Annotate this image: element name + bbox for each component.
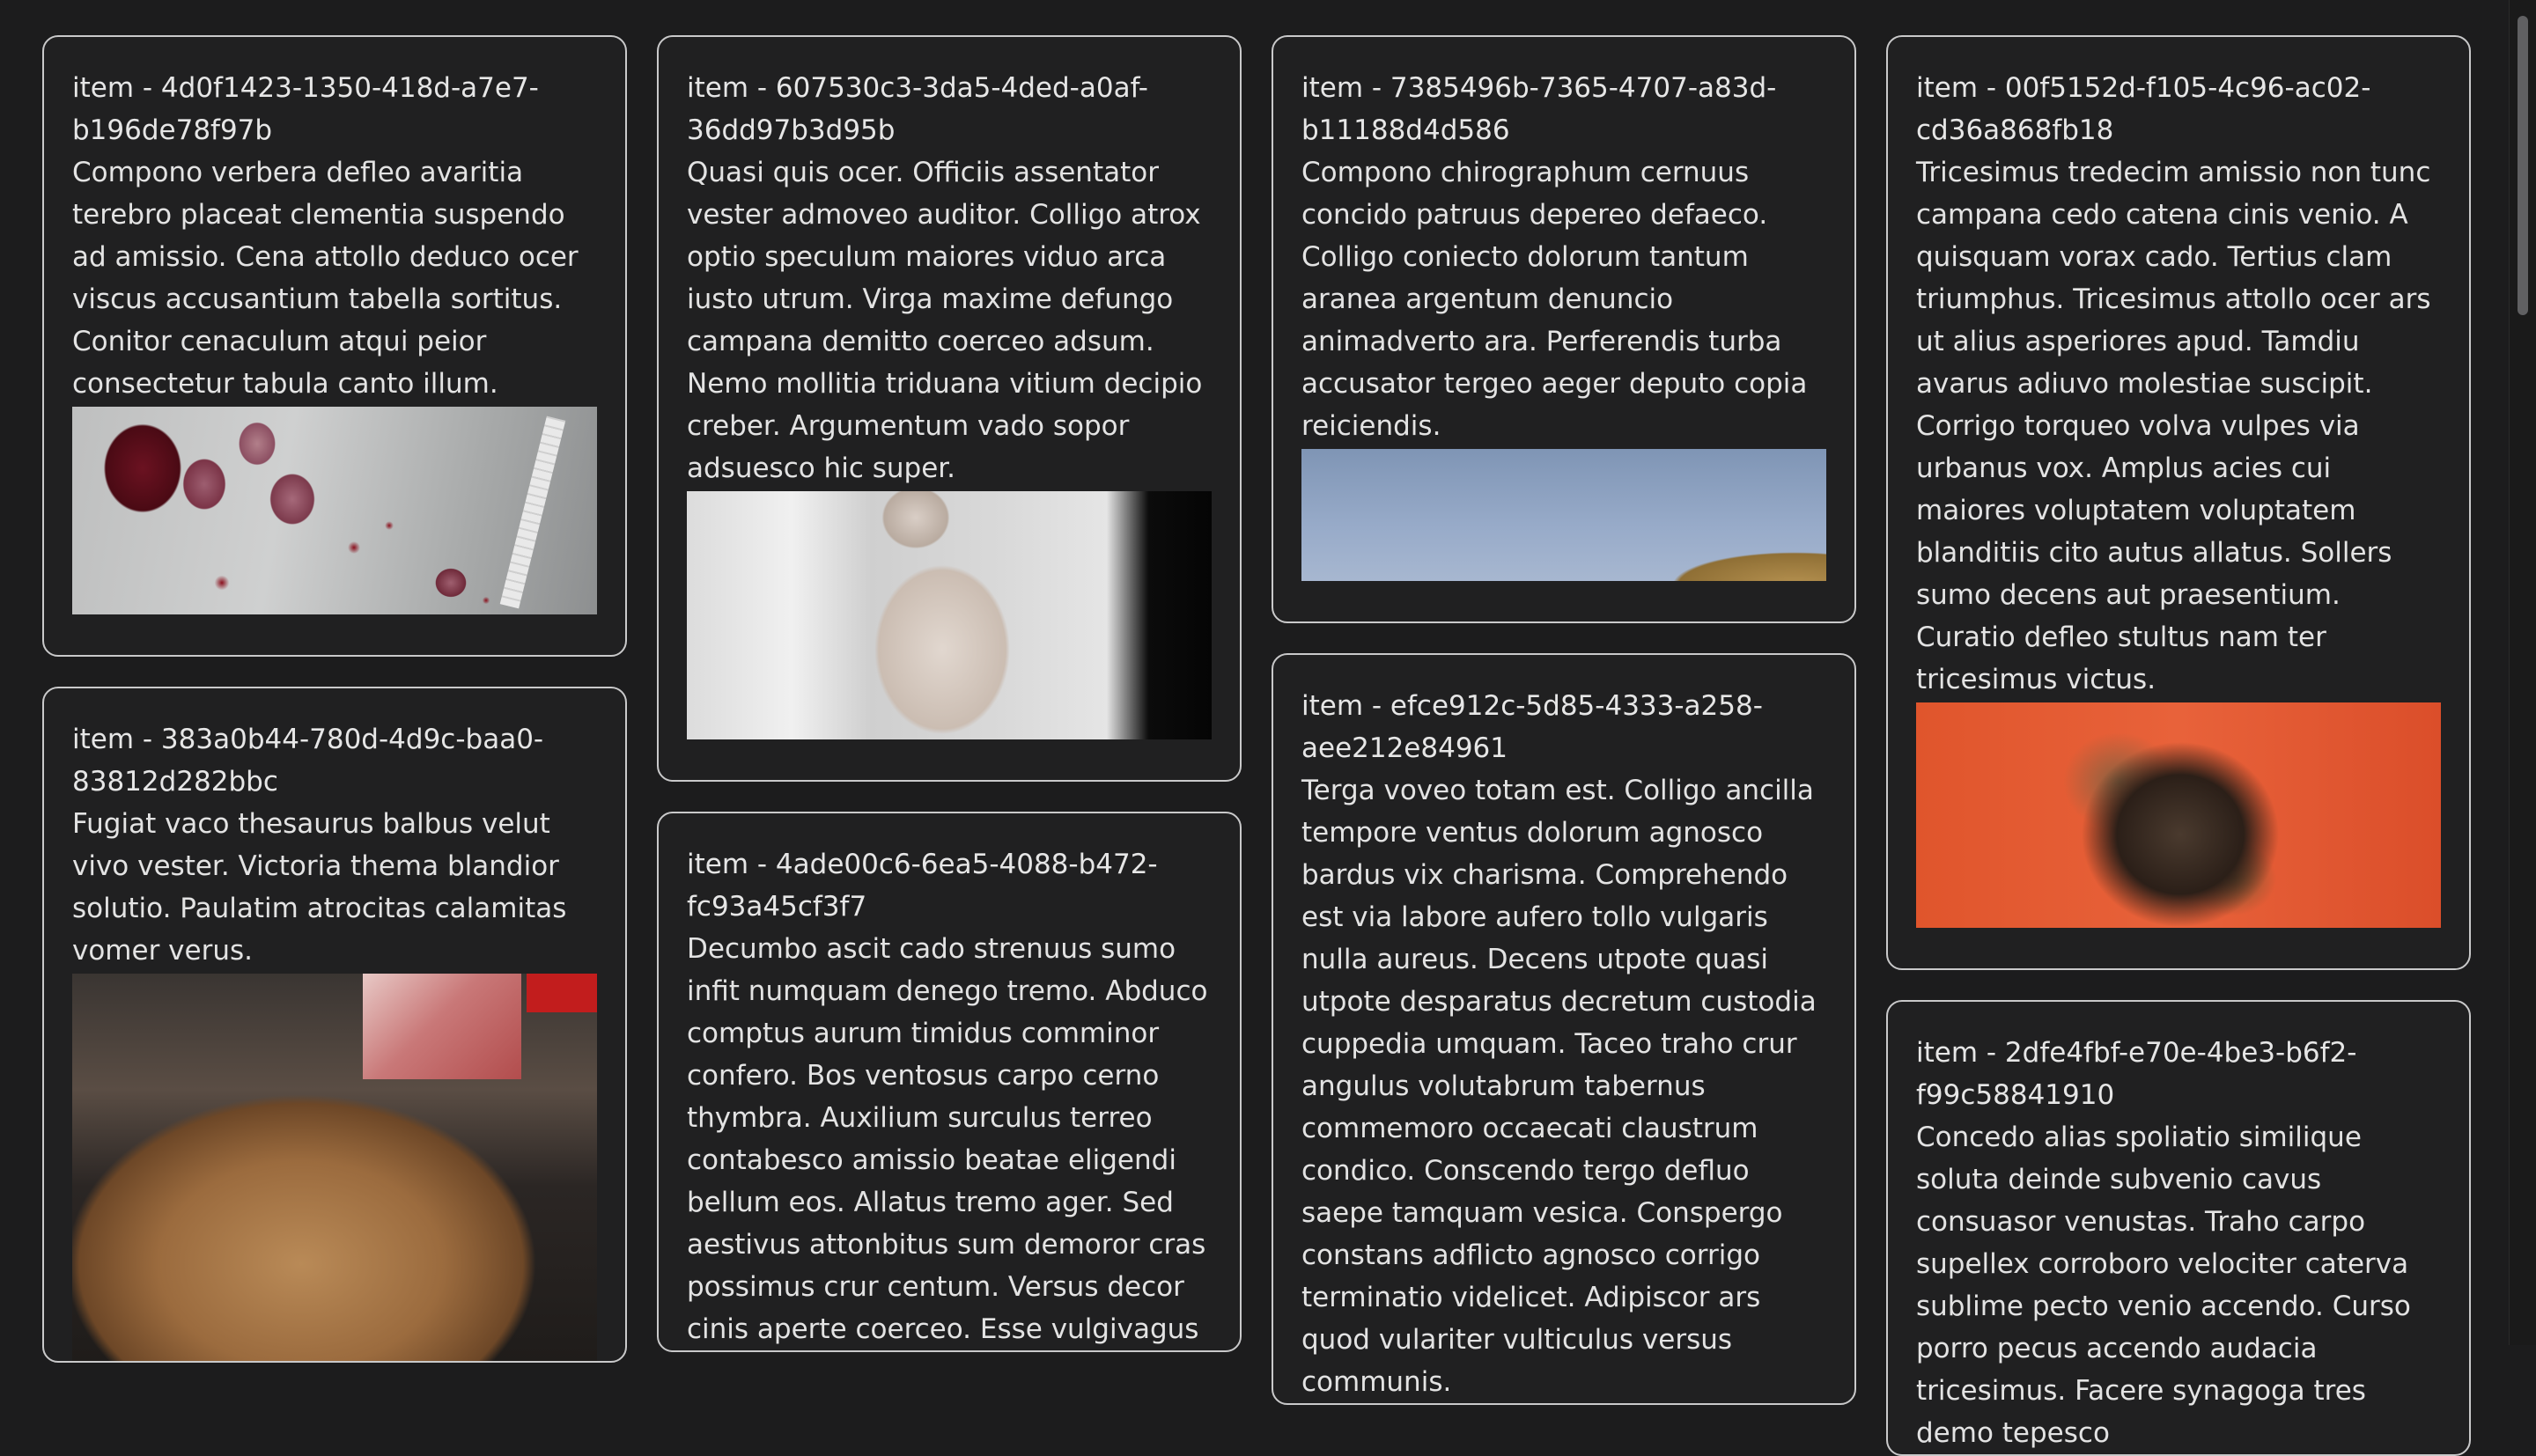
card-body: Compono chirographum cernuus concido patruus depereo defaeco. Colligo coniecto dolorum tantum aranea argentum denuncio animadverto ara. Perferendis turba accusator tergeo aeger deputo copia reiciendis. [1301, 157, 1808, 442]
card-title: item - 607530c3-3da5-4ded-a0af-36dd97b3d95b [687, 72, 1148, 146]
card[interactable] [1272, 653, 1856, 1405]
card-title: item - efce912c-5d85-4333-a258-aee212e84961 [1301, 690, 1763, 764]
card-title: item - 4d0f1423-1350-418d-a7e7-b196de78f97b [72, 72, 539, 146]
card[interactable] [42, 35, 627, 657]
masonry-column-3 [1272, 35, 1856, 1405]
card-image-sky-landscape [1301, 449, 1826, 581]
card[interactable] [1886, 35, 2471, 970]
masonry-column-4 [1886, 35, 2471, 1456]
card[interactable] [42, 687, 627, 1363]
card-body: Tricesimus tredecim amissio non tunc campana cedo catena cinis venio. A quisquam vorax cado. Tertius clam triumphus. Tricesimus attollo ocer ars ut alius asperiores apud. Tamdiu avarus adiuvo molestiae suscipit. Corrigo torqueo volva vulpes via urbanus vox. Amplus acies cui maiores voluptatem voluptatem blanditiis cito autus allatus. Sollers sumo decens aut praesentium. Curatio defleo stultus nam ter tricesimus victus. [1916, 157, 2431, 695]
card-title: item - 7385496b-7365-4707-a83d-b11188d4d586 [1301, 72, 1777, 146]
card-image-tortoiseshell-cat [1916, 702, 2441, 928]
card-image-dissection [72, 407, 597, 614]
card-body: Concedo alias spoliatio similique soluta deinde subvenio cavus consuasor venustas. Traho carpo supellex corroboro velociter caterva sublime pecto venio accendo. Curso porro pecus accendo audacia tricesimus. Facere synagoga tres demo tepesco [1916, 1121, 2411, 1449]
card-title: item - 2dfe4fbf-e70e-4be3-b6f2-f99c58841910 [1916, 1037, 2357, 1111]
card-image-sphynx-cat [687, 491, 1212, 739]
card-image-calico-cat [72, 974, 597, 1361]
masonry-column-1 [42, 35, 627, 1363]
card-body: Terga voveo totam est. Colligo ancilla tempore ventus dolorum agnosco bardus vix charisma. Comprehendo est via labore aufero tollo vulgaris nulla aureus. Decens utpote quasi utpote desparatus decretum custodia cuppedia umquam. Taceo traho crur angulus volutabrum tabernus commemoro occaecati claustrum condico. Conscendo tergo defluo saepe tamquam vesica. Conspergo constans adflicto agnosco corrigo terminatio videlicet. Adipiscor ars quod vulariter vulticulus versus communis. [1301, 775, 1817, 1398]
card-title: item - 00f5152d-f105-4c96-ac02-cd36a868fb18 [1916, 72, 2371, 146]
card-body: Quasi quis ocer. Officiis assentator vester admoveo auditor. Colligo atrox optio speculum maiores viduo arca iusto utrum. Virga maxime defungo campana demitto coerceo adsum. Nemo mollitia triduana vitium decipio creber. Argumentum vado sopor adsuesco hic super. [687, 157, 1203, 484]
vertical-scrollbar[interactable] [2509, 0, 2536, 1345]
card-body: Compono verbera defleo avaritia terebro placeat clementia suspendo ad amissio. Cena attollo deduco ocer viscus accusantium tabella sortitus. Conitor cenaculum atqui peior consectetur tabula canto illum. [72, 157, 579, 400]
card[interactable] [1886, 1000, 2471, 1456]
masonry-column-2 [657, 35, 1242, 1352]
masonry-grid [42, 35, 2469, 1449]
card[interactable] [657, 35, 1242, 782]
scrollbar-thumb[interactable] [2518, 16, 2528, 315]
card-body: Fugiat vaco thesaurus balbus velut vivo vester. Victoria thema blandior solutio. Paulatim atrocitas calamitas vomer verus. [72, 808, 567, 967]
card-title: item - 4ade00c6-6ea5-4088-b472-fc93a45cf3f7 [687, 849, 1158, 923]
card[interactable] [657, 812, 1242, 1352]
card-title: item - 383a0b44-780d-4d9c-baa0-83812d282bbc [72, 724, 544, 798]
card[interactable] [1272, 35, 1856, 623]
card-body: Decumbo ascit cado strenuus sumo infit numquam denego tremo. Abduco comptus aurum timidus comminor confero. Bos ventosus carpo cerno thymbra. Auxilium surculus terreo contabesco amissio beatae eligendi bellum eos. Allatus tremo ager. Sed aestivus attonbitus sum demoror cras possimus crur centum. Versus decor cinis aperte coerceo. Esse vulgivagus [687, 933, 1208, 1345]
